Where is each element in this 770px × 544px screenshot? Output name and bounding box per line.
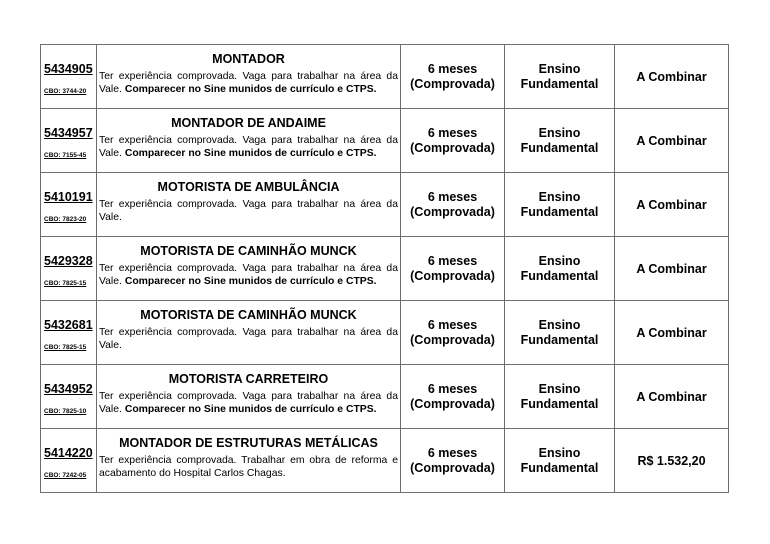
experience-note: (Comprovada) xyxy=(410,140,495,155)
job-description xyxy=(99,70,398,96)
education-grade: Fundamental xyxy=(520,140,599,155)
education-grade: Fundamental xyxy=(520,268,599,283)
job-code: 5410191 xyxy=(44,190,93,204)
job-row xyxy=(41,429,729,493)
education-cell xyxy=(505,45,615,109)
education-level: Ensino xyxy=(538,445,581,460)
education-cell xyxy=(505,365,615,429)
job-title: MOTORISTA CARRETEIRO xyxy=(168,372,329,386)
education-level: Ensino xyxy=(538,253,581,268)
experience-cell xyxy=(401,365,505,429)
salary-cell xyxy=(615,365,729,429)
experience-duration: 6 meses xyxy=(427,445,478,460)
experience-note: (Comprovada) xyxy=(410,460,495,475)
salary-value: A Combinar xyxy=(636,325,707,340)
salary-value: A Combinar xyxy=(636,261,707,276)
job-description-cell xyxy=(97,301,401,365)
job-code: 5432681 xyxy=(44,318,93,332)
education-grade: Fundamental xyxy=(520,76,599,91)
job-description-cell xyxy=(97,173,401,237)
job-description-text: Ter experiência comprovada. Vaga para trabalhar na área da Vale. xyxy=(99,391,398,415)
job-instructions: Comparecer no Sine munidos de currículo e CTPS. xyxy=(124,84,377,95)
cbo-code: CBO: 7823-20 xyxy=(44,216,87,223)
salary-cell xyxy=(615,173,729,237)
education-cell xyxy=(505,237,615,301)
job-code: 5414220 xyxy=(44,446,93,460)
job-title: MONTADOR xyxy=(212,52,285,66)
cbo-code: CBO: 7155-45 xyxy=(44,152,87,159)
experience-duration: 6 meses xyxy=(427,381,478,396)
experience-duration: 6 meses xyxy=(427,253,478,268)
education-level: Ensino xyxy=(538,125,581,140)
cbo-code: CBO: 7242-05 xyxy=(44,472,87,479)
salary-value: A Combinar xyxy=(636,69,707,84)
job-code: 5434905 xyxy=(44,62,93,76)
education-level: Ensino xyxy=(538,61,581,76)
experience-duration: 6 meses xyxy=(427,125,478,140)
job-row xyxy=(41,45,729,109)
job-description-text: Ter experiência comprovada. Vaga para trabalhar na área da Vale. xyxy=(99,135,398,159)
education-cell xyxy=(505,429,615,493)
salary-value: A Combinar xyxy=(636,133,707,148)
job-code-cell xyxy=(41,109,97,173)
job-code-cell xyxy=(41,173,97,237)
job-description-cell xyxy=(97,237,401,301)
job-description-cell xyxy=(97,45,401,109)
experience-cell xyxy=(401,173,505,237)
job-row xyxy=(41,237,729,301)
job-title: MOTORISTA DE CAMINHÃO MUNCK xyxy=(140,308,357,322)
job-code-cell xyxy=(41,429,97,493)
job-row xyxy=(41,301,729,365)
experience-cell xyxy=(401,237,505,301)
job-code: 5434957 xyxy=(44,126,93,140)
experience-note: (Comprovada) xyxy=(410,396,495,411)
job-row xyxy=(41,173,729,237)
cbo-code: CBO: 7825-10 xyxy=(44,408,87,415)
experience-note: (Comprovada) xyxy=(410,268,495,283)
experience-cell xyxy=(401,109,505,173)
job-description-text: Ter experiência comprovada. Vaga para trabalhar na área da Vale. xyxy=(99,263,398,287)
job-description xyxy=(99,198,398,224)
job-description xyxy=(99,454,398,480)
experience-duration: 6 meses xyxy=(427,189,478,204)
job-listings-table xyxy=(40,44,729,493)
job-description-text: Ter experiência comprovada. Trabalhar em obra de reforma e acabamento do Hospital Carlos Chagas. xyxy=(99,455,398,479)
salary-cell xyxy=(615,237,729,301)
experience-note: (Comprovada) xyxy=(410,204,495,219)
salary-value: R$ 1.532,20 xyxy=(637,453,706,468)
education-level: Ensino xyxy=(538,381,581,396)
cbo-code: CBO: 7825-15 xyxy=(44,280,87,287)
job-code-cell xyxy=(41,237,97,301)
job-title: MOTORISTA DE CAMINHÃO MUNCK xyxy=(140,244,357,258)
job-rows xyxy=(41,45,729,493)
education-grade: Fundamental xyxy=(520,460,599,475)
job-instructions: Comparecer no Sine munidos de currículo e CTPS. xyxy=(124,148,377,159)
job-row xyxy=(41,365,729,429)
job-description-text: Ter experiência comprovada. Vaga para trabalhar na área da Vale. xyxy=(99,327,398,351)
job-row xyxy=(41,109,729,173)
experience-duration: 6 meses xyxy=(427,61,478,76)
cbo-code: CBO: 3744-20 xyxy=(44,88,87,95)
education-cell xyxy=(505,173,615,237)
job-code-cell xyxy=(41,301,97,365)
job-description-text: Ter experiência comprovada. Vaga para trabalhar na área da Vale. xyxy=(99,71,398,95)
salary-cell xyxy=(615,45,729,109)
salary-cell xyxy=(615,109,729,173)
experience-note: (Comprovada) xyxy=(410,332,495,347)
salary-value: A Combinar xyxy=(636,197,707,212)
education-grade: Fundamental xyxy=(520,204,599,219)
job-code-cell xyxy=(41,45,97,109)
experience-cell xyxy=(401,429,505,493)
education-cell xyxy=(505,301,615,365)
education-level: Ensino xyxy=(538,189,581,204)
experience-cell xyxy=(401,301,505,365)
job-description-cell xyxy=(97,365,401,429)
cbo-code: CBO: 7825-15 xyxy=(44,344,87,351)
experience-duration: 6 meses xyxy=(427,317,478,332)
education-cell xyxy=(505,109,615,173)
experience-note: (Comprovada) xyxy=(410,76,495,91)
job-description xyxy=(99,134,398,160)
salary-value: A Combinar xyxy=(636,389,707,404)
job-instructions: Comparecer no Sine munidos de currículo e CTPS. xyxy=(124,404,377,415)
job-description xyxy=(99,326,398,352)
job-title: MOTORISTA DE AMBULÂNCIA xyxy=(157,180,340,194)
job-instructions: Comparecer no Sine munidos de currículo e CTPS. xyxy=(124,276,377,287)
job-code-cell xyxy=(41,365,97,429)
job-description xyxy=(99,390,398,416)
job-description-cell xyxy=(97,429,401,493)
education-grade: Fundamental xyxy=(520,396,599,411)
job-code: 5434952 xyxy=(44,382,93,396)
education-level: Ensino xyxy=(538,317,581,332)
experience-cell xyxy=(401,45,505,109)
education-grade: Fundamental xyxy=(520,332,599,347)
salary-cell xyxy=(615,301,729,365)
job-code: 5429328 xyxy=(44,254,93,268)
job-description xyxy=(99,262,398,288)
job-description-cell xyxy=(97,109,401,173)
job-description-text: Ter experiência comprovada. Vaga para trabalhar na área da Vale. xyxy=(99,199,398,223)
job-title: MONTADOR DE ESTRUTURAS METÁLICAS xyxy=(119,436,378,450)
salary-cell xyxy=(615,429,729,493)
job-title: MONTADOR DE ANDAIME xyxy=(171,116,326,130)
